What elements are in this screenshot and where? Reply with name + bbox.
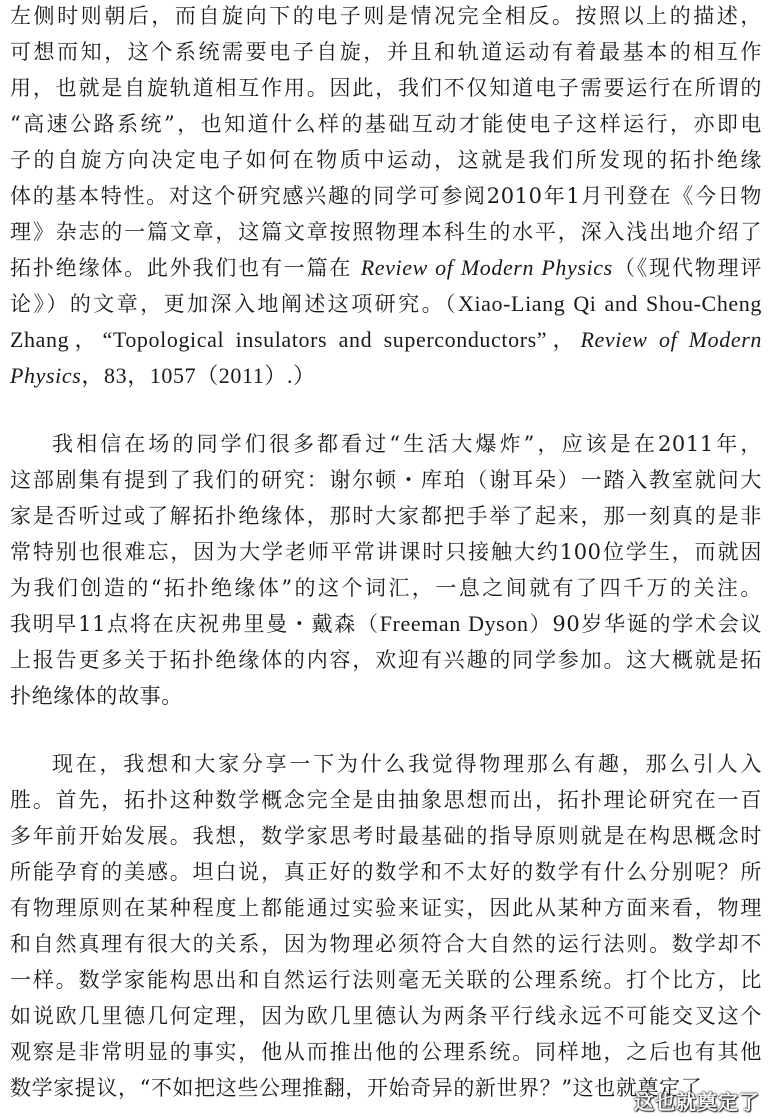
paragraph-line: 常特别也很难忘，因为大学老师平常讲课时只接触大约100位学生，而就因 [10, 540, 762, 564]
paragraph-line [10, 360, 316, 392]
journal-title-italic: Review of Modern [580, 327, 762, 352]
paragraph-line: “高速公路系统”，也知道什么样的基础互动才能使电子这样运行，亦即电 [10, 112, 762, 136]
paragraph-line: 如说欧几里德几何定理，因为欧几里德认为两条平行线永远不可能交叉这个 [10, 1004, 762, 1028]
paragraph-line: 我相信在场的同学们很多都看过“生活大爆炸”，应该是在2011年， [52, 432, 762, 456]
paragraph-line: 所能孕育的美感。坦白说，真正好的数学和不太好的数学有什么分别呢？所 [10, 860, 762, 884]
citation-authors: Xiao-Liang Qi and Shou-Cheng [457, 291, 762, 316]
paragraph-line: 体的基本特性。对这个研究感兴趣的同学可参阅2010年1月刊登在《今日物 [10, 184, 762, 208]
paragraph-line: 多年前开始发展。我想，数学家思考时最基础的指导原则就是在构思概念时 [10, 824, 762, 848]
citation-volume: ，83，1057（2011）.） [81, 363, 316, 388]
citation-title: Zhang，“Topological insulators and superconductors”， [10, 327, 581, 352]
paragraph-line: 一样。数学家能构思出和自然运行法则毫无关联的公理系统。打个比方，比 [10, 968, 762, 992]
paragraph-line: 可想而知，这个系统需要电子自旋，并且和轨道运动有着最基本的相互作 [10, 40, 762, 64]
document-page [10, 0, 762, 1118]
journal-title-italic: Physics [10, 363, 82, 388]
paragraph-line: 有物理原则在某种程度上都能通过实验来证实，因此从某种方面来看，物理 [10, 896, 762, 920]
text-run: ）90岁华诞的学术会议 [528, 612, 763, 636]
paragraph-line: 观察是非常明显的事实，他从而推出他的公理系统。同样地，之后也有其他 [10, 1040, 762, 1064]
paragraph-line: 左侧时则朝后，而自旋向下的电子则是情况完全相反。按照以上的描述， [10, 4, 762, 28]
text-run: 拓扑绝缘体。此外我们也有一篇在 [10, 256, 361, 280]
paragraph-line [10, 608, 762, 640]
paragraph-line: 这部剧集有提到了我们的研究：谢尔顿・库珀（谢耳朵）一踏入教室就问大 [10, 468, 762, 492]
paragraph-line: 数学家提议，“不如把这些公理推翻，开始奇异的新世界？”这也就奠定了 [10, 1076, 703, 1100]
text-run: 论》）的文章，更加深入地阐述这项研究。（ [10, 292, 458, 316]
paragraph-line: 扑绝缘体的故事。 [10, 684, 183, 708]
paragraph-line [10, 324, 762, 356]
journal-title-italic: Review of Modern Physics [360, 255, 613, 280]
paragraph-line [10, 288, 762, 320]
watermark-overlay: 这也就奠定了 [634, 1090, 760, 1114]
paragraph-line [10, 252, 762, 284]
person-name-latin: Freeman Dyson [379, 611, 529, 636]
paragraph-line: 理》杂志的一篇文章，这篇文章按照物理本科生的水平，深入浅出地介绍了 [10, 220, 762, 244]
paragraph-line: 为我们创造的“拓扑绝缘体”的这个词汇，一息之间就有了四千万的关注。 [10, 576, 762, 600]
paragraph-line: 和自然真理有很大的关系，因为物理必须符合大自然的运行法则。数学却不 [10, 932, 762, 956]
paragraph-line: 胜。首先，拓扑这种数学概念完全是由抽象思想而出，拓扑理论研究在一百 [10, 788, 762, 812]
text-run: （《现代物理评 [612, 256, 763, 280]
paragraph-line: 现在，我想和大家分享一下为什么我觉得物理那么有趣，那么引人入 [52, 752, 762, 776]
paragraph-line: 家是否听过或了解拓扑绝缘体，那时大家都把手举了起来，那一刻真的是非 [10, 504, 762, 528]
paragraph-line: 用，也就是自旋轨道相互作用。因此，我们不仅知道电子需要运行在所谓的 [10, 76, 762, 100]
text-run: 我明早11点将在庆祝弗里曼・戴森（ [10, 612, 380, 636]
paragraph-line: 上报告更多关于拓扑绝缘体的内容，欢迎有兴趣的同学参加。这大概就是拓 [10, 648, 762, 672]
paragraph-line: 子的自旋方向决定电子如何在物质中运动，这就是我们所发现的拓扑绝缘 [10, 148, 762, 172]
